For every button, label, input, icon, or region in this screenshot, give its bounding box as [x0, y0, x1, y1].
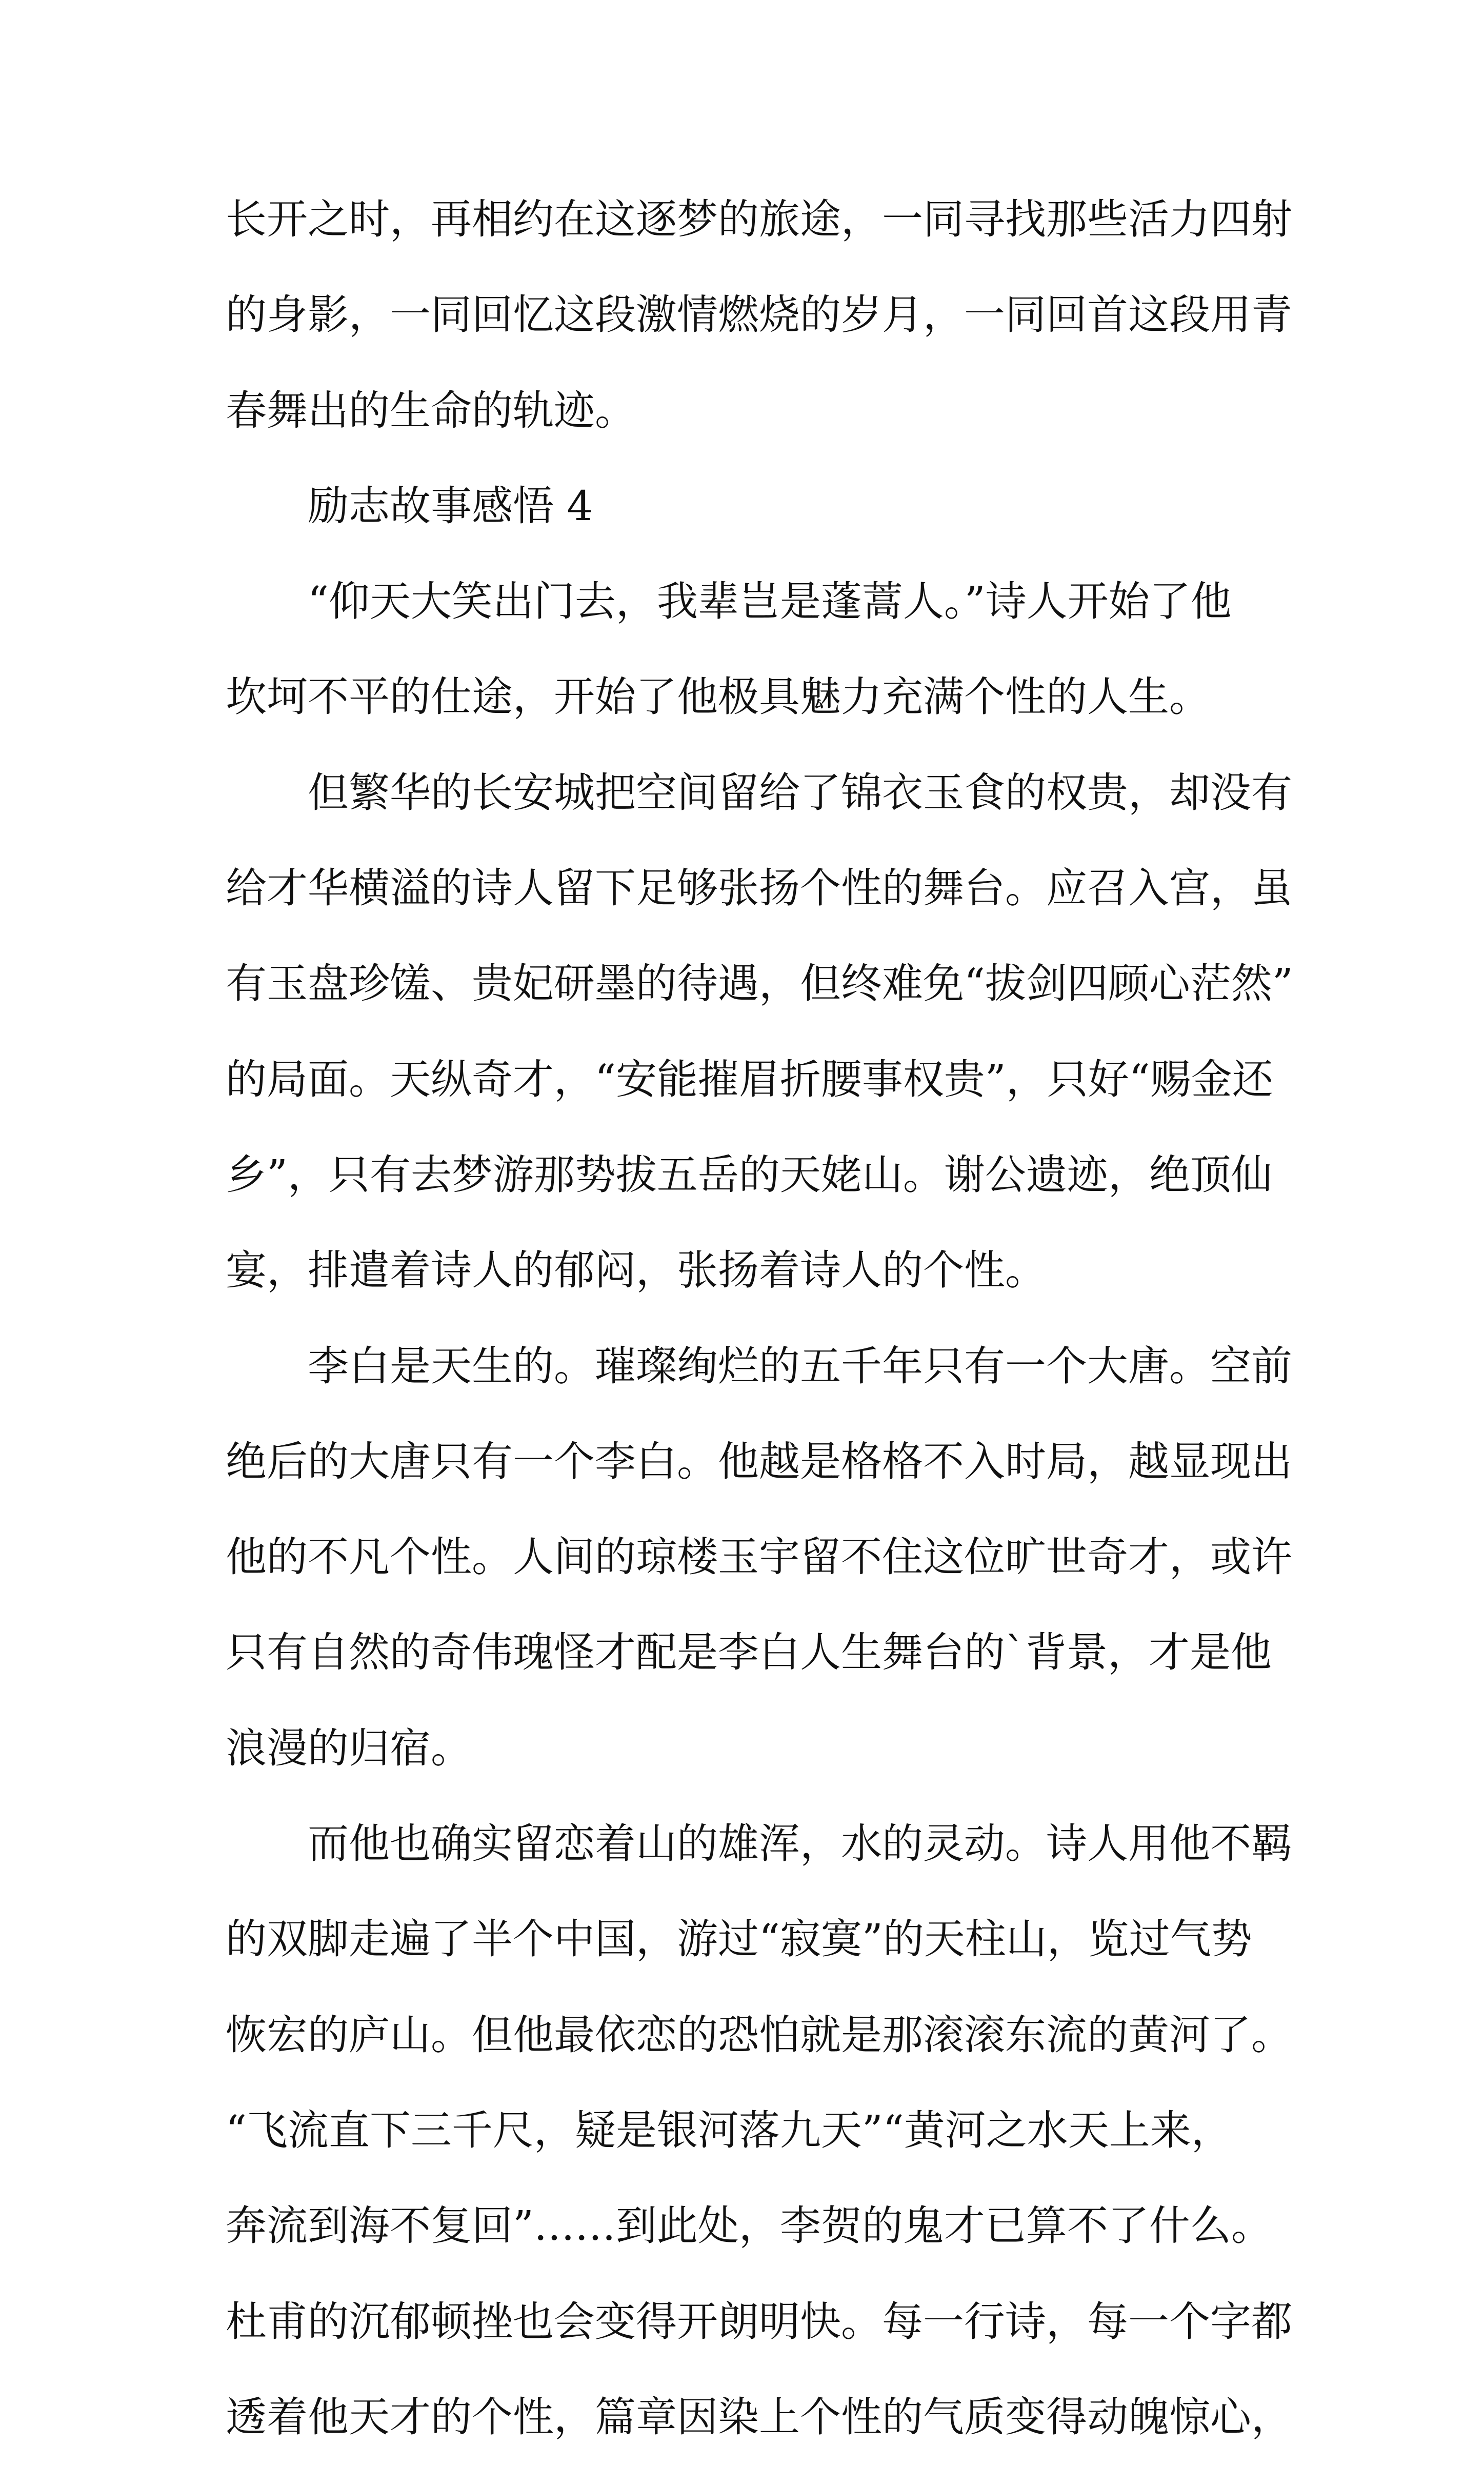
text-line: 乡”，只有去梦游那势拔五岳的天姥山。谢公遗迹，绝顶仙: [226, 1150, 1272, 1199]
text-line: 长开之时，再相约在这逐梦的旅途，一同寻找那些活力四射: [226, 195, 1292, 243]
text-line: 只有自然的奇伟瑰怪才配是李白人生舞台的`背景，才是他: [226, 1628, 1272, 1677]
text-line: 但繁华的长安城把空间留给了锦衣玉食的权贵，却没有: [308, 768, 1292, 817]
text-line: 奔流到海不复回”……到此处，李贺的鬼才已算不了什么。: [226, 2202, 1272, 2250]
text-line: 宴，排遣着诗人的郁闷，张扬着诗人的个性。: [226, 1246, 1046, 1295]
text-line: 他的不凡个性。人间的琼楼玉宇留不住这位旷世奇才，或许: [226, 1533, 1292, 1581]
text-line: 透着他天才的个性，篇章因染上个性的气质变得动魄惊心，: [226, 2393, 1292, 2441]
text-line: 绝后的大唐只有一个李白。他越是格格不入时局，越显现出: [226, 1437, 1292, 1485]
text-line: 而他也确实留恋着山的雄浑，水的灵动。诗人用他不羁: [308, 1820, 1292, 1868]
text-line: “仰天大笑出门去，我辈岂是蓬蒿人。”诗人开始了他: [308, 578, 1232, 626]
text-line: “飞流直下三千尺，疑是银河落九天”“黄河之水天上来，: [226, 2106, 1232, 2154]
text-line: 浪漫的归宿。: [226, 1724, 472, 1772]
text-line: 的局面。天纵奇才，“安能摧眉折腰事权贵”，只好“赐金还: [226, 1055, 1273, 1103]
text-line: 李白是天生的。璀璨绚烂的五千年只有一个大唐。空前: [308, 1342, 1292, 1390]
text-line: 春舞出的生命的轨迹。: [226, 386, 636, 434]
section-heading: 励志故事感悟 4: [308, 482, 593, 530]
text-line: 坎坷不平的仕途，开始了他极具魅力充满个性的人生。: [226, 673, 1210, 721]
text-line: 的身影，一同回忆这段激情燃烧的岁月，一同回首这段用青: [226, 291, 1292, 339]
document-body: [226, 172, 1293, 2465]
text-line: 有玉盘珍馐、贵妃研墨的待遇，但终难免“拔剑四顾心茫然”: [226, 960, 1293, 1008]
text-line: 杜甫的沉郁顿挫也会变得开朗明快。每一行诗，每一个字都: [226, 2297, 1292, 2345]
text-line: 恢宏的庐山。但他最依恋的恐怕就是那滚滚东流的黄河了。: [226, 2011, 1292, 2059]
text-line: 给才华横溢的诗人留下足够张扬个性的舞台。应召入宫，虽: [226, 864, 1292, 912]
text-line: 的双脚走遍了半个中国，游过“寂寞”的天柱山，览过气势: [226, 1915, 1252, 1963]
